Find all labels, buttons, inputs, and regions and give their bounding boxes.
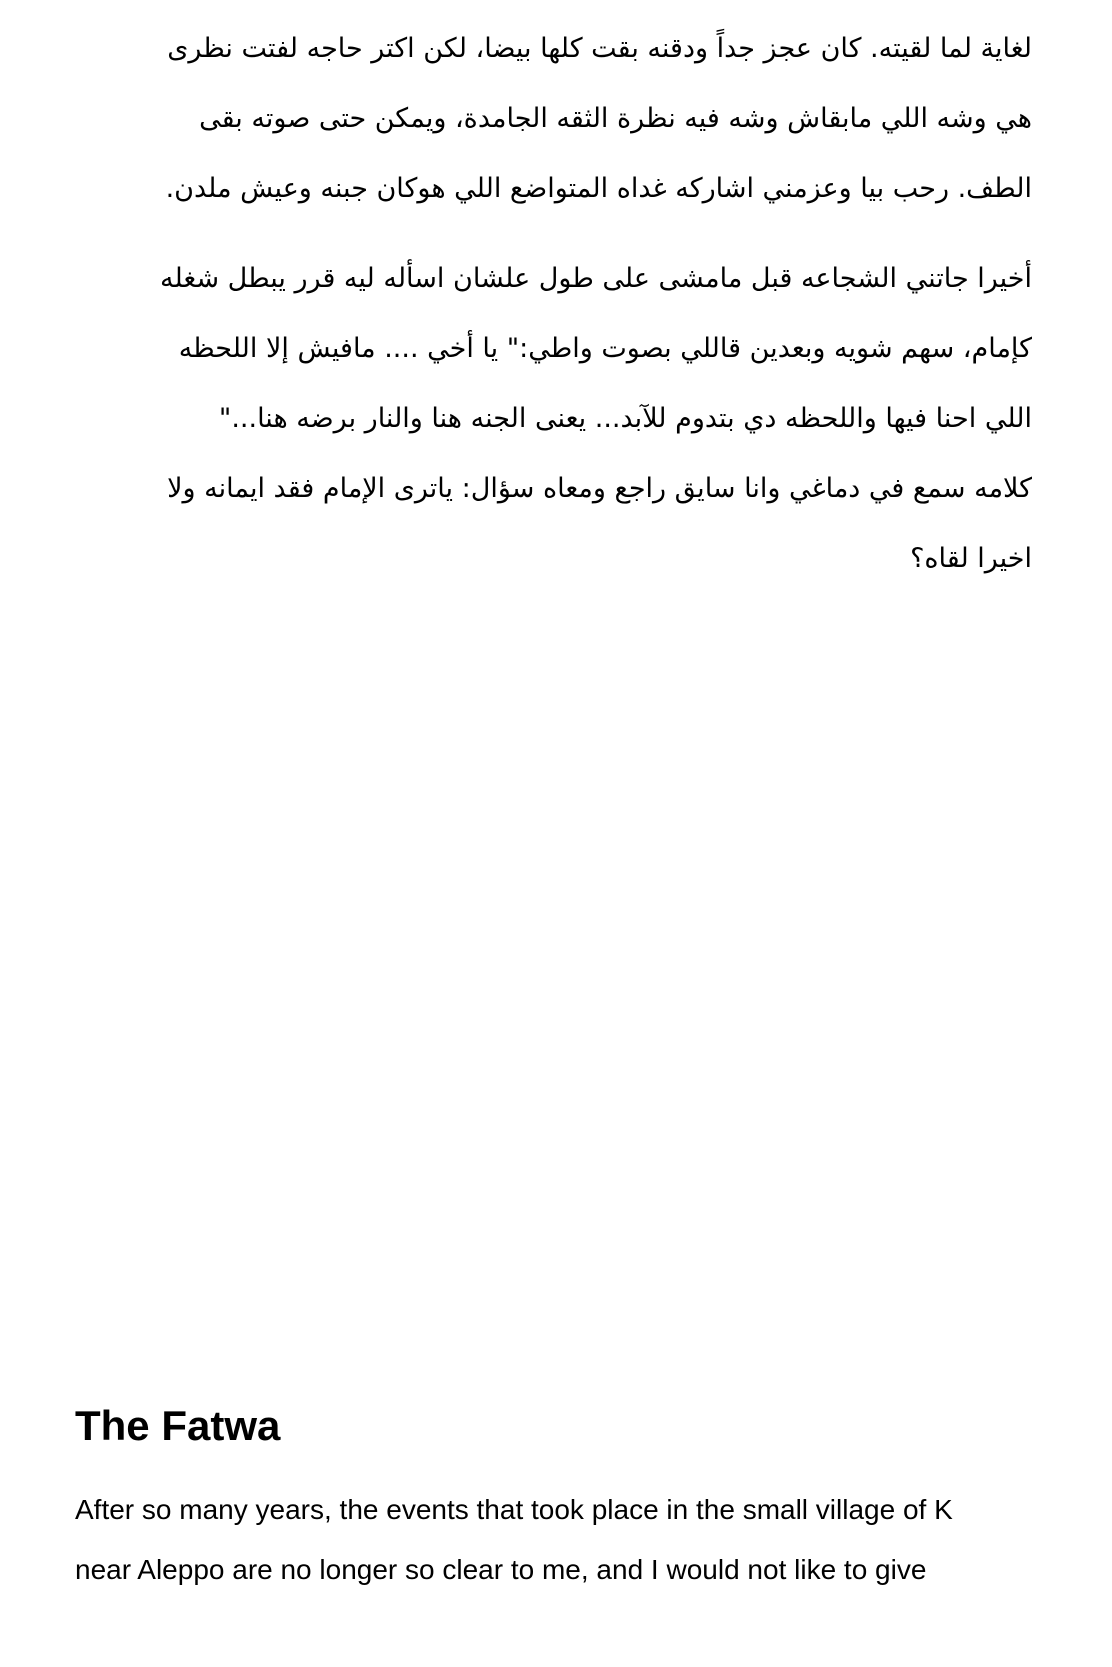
text-line: اللي احنا فيها واللحظه دي بتدوم للآبد... يعنى الجنه هنا والنار برضه هنا..." [218, 403, 1032, 434]
arabic-paragraph-2 [80, 244, 1032, 594]
text-line: كلامه سمع في دماغي وانا سايق راجع ومعاه سؤال: ياترى الإمام فقد ايمانه ولا [167, 473, 1032, 504]
arabic-paragraph-1 [80, 14, 1032, 224]
text-line: لغاية لما لقيته. كان عجز جداً ودقنه بقت كلها بيضا، لكن اكتر حاجه لفتت نظرى [167, 33, 1032, 64]
text-line: أخيرا جاتني الشجاعه قبل مامشى على طول علشان اسأله ليه قرر يبطل شغله [160, 263, 1032, 294]
text-line: الطف. رحب بيا وعزمني اشاركه غداه المتواضع اللي هوكان جبنه وعيش ملدن. [165, 173, 1032, 204]
english-paragraph [75, 1480, 1055, 1600]
text-line: near Aleppo are no longer so clear to me, and I would not like to give [75, 1554, 927, 1585]
text-line: اخيرا لقاه؟ [910, 543, 1032, 574]
text-line: كإمام، سهم شويه وبعدين قاللي بصوت واطي:" يا أخي .... مافيش إلا اللحظه [178, 333, 1032, 364]
section-heading: The Fatwa [75, 1402, 281, 1449]
text-line: هي وشه اللي مابقاش وشه فيه نظرة الثقه الجامدة، ويمكن حتى صوته بقى [199, 103, 1032, 134]
text-line: After so many years, the events that took place in the small village of K [75, 1494, 953, 1525]
